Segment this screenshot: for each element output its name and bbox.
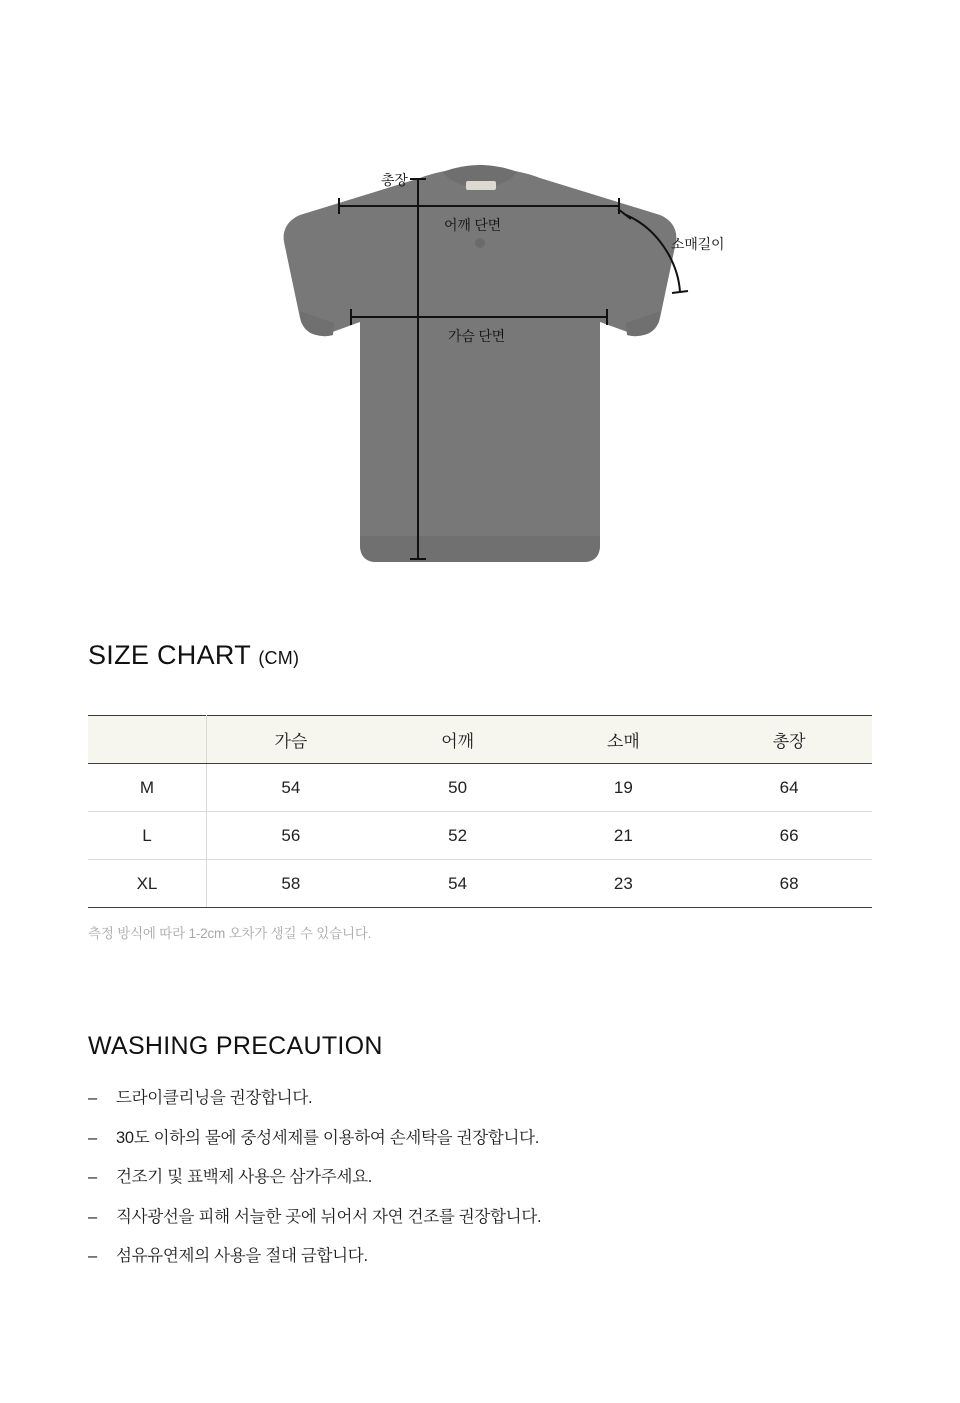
label-shoulder: 어깨 단면 [444,217,501,233]
bullet-dash: – [88,1247,97,1265]
column-header-length: 총장 [706,716,872,764]
list-item [88,1090,888,1107]
cell-l-length: 66 [706,812,872,860]
cell-xl-sleeve: 23 [541,860,707,908]
size-chart-table [88,715,872,908]
list-item [88,1169,888,1186]
washing-item-text: 건조기 및 표백제 사용은 삼가주세요. [116,1168,373,1186]
row-size-m: M [88,764,207,812]
cell-m-shoulder: 50 [375,764,541,812]
bullet-dash: – [88,1128,97,1147]
cell-xl-chest: 58 [207,860,375,908]
cell-m-chest: 54 [207,764,375,812]
cell-m-sleeve: 19 [541,764,707,812]
washing-precaution-title: WASHING PRECAUTION [88,1032,383,1060]
column-header-shoulder: 어깨 [375,716,541,764]
list-item [88,1209,888,1226]
washing-item-text: 드라이클리닝을 권장합니다. [116,1089,313,1107]
washing-item-text: 섬유유연제의 사용을 절대 금합니다. [116,1247,368,1265]
cell-l-sleeve: 21 [541,812,707,860]
bullet-dash: – [88,1168,97,1186]
label-chest: 가슴 단면 [448,328,505,344]
bullet-dash: – [88,1207,97,1226]
column-header-sleeve: 소매 [541,716,707,764]
table-header-row [88,716,872,764]
size-chart-note: 측정 방식에 따라 1-2cm 오차가 생길 수 있습니다. [88,926,372,941]
bullet-dash: – [88,1089,97,1107]
column-header-chest: 가슴 [207,716,375,764]
size-chart-title-text: SIZE CHART [88,640,251,670]
size-chart-unit: (CM) [258,648,300,668]
row-size-l: L [88,812,207,860]
table-row [88,812,872,860]
column-header-size [88,716,207,764]
washing-item-text: 30도 이하의 물에 중성세제를 이용하여 손세탁을 권장합니다. [116,1128,540,1147]
cell-xl-shoulder: 54 [375,860,541,908]
label-total-length: 총장 [381,172,408,188]
size-chart-title [88,640,299,671]
label-sleeve: 소매길이 [671,236,725,252]
cell-m-length: 64 [706,764,872,812]
list-item [88,1248,888,1265]
washing-item-text: 직사광선을 피해 서늘한 곳에 뉘어서 자연 건조를 권장합니다. [116,1207,542,1226]
row-size-xl: XL [88,860,207,908]
washing-instruction-list [88,1090,888,1288]
tshirt-illustration [0,0,960,600]
table-row [88,764,872,812]
table-row [88,860,872,908]
cell-xl-length: 68 [706,860,872,908]
product-diagram [0,0,960,600]
list-item [88,1130,888,1147]
cell-l-shoulder: 52 [375,812,541,860]
cell-l-chest: 56 [207,812,375,860]
